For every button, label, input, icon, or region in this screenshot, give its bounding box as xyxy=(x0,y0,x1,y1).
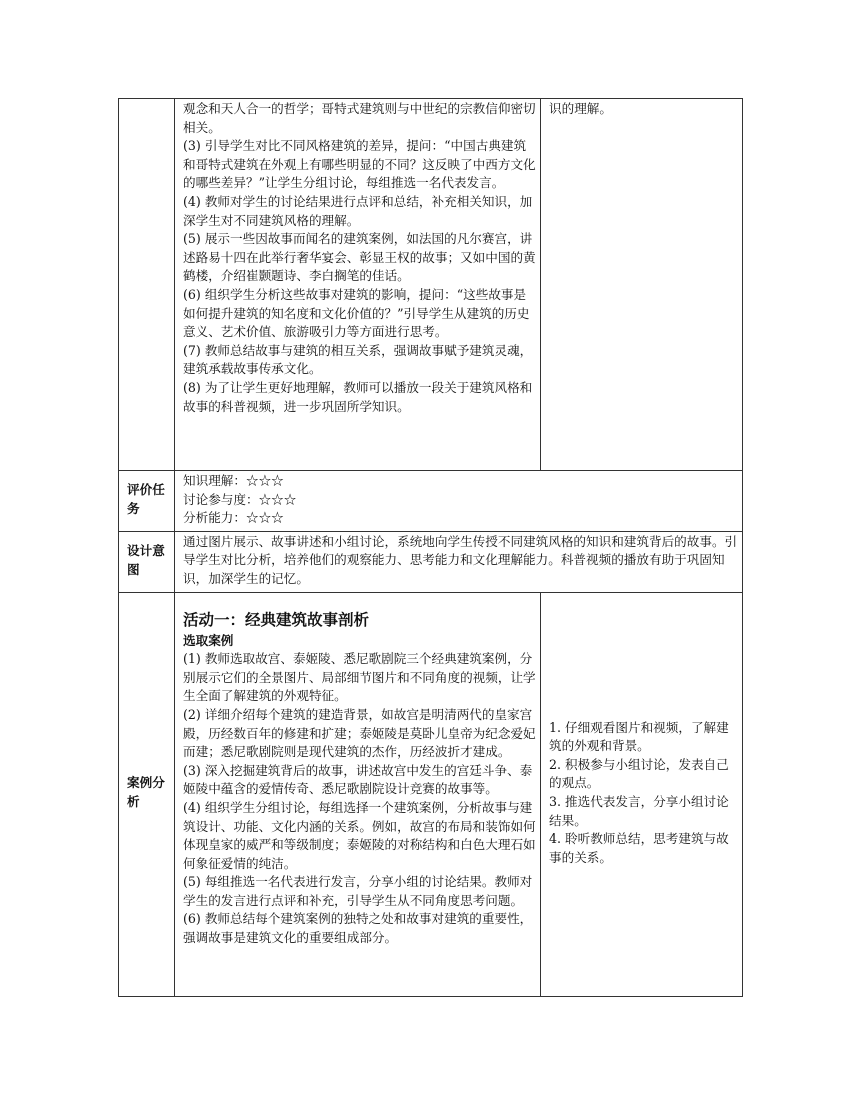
paragraph: 识的理解。 xyxy=(549,101,612,116)
list-item: 4. 聆听教师总结，思考建筑与故事的关系。 xyxy=(549,831,729,865)
student-activity-cell xyxy=(541,99,743,471)
paragraph: 观念和天人合一的哲学；哥特式建筑则与中世纪的宗教信仰密切相关。 xyxy=(183,101,536,135)
list-item: 3. 推选代表发言，分享小组讨论结果。 xyxy=(549,794,729,828)
list-item: 分析能力：☆☆☆ xyxy=(183,510,284,526)
row-label-empty xyxy=(119,99,175,471)
paragraph: 通过图片展示、故事讲述和小组讨论，系统地向学生传授不同建筑风格的知识和建筑背后的故事。引导学生对比分析，培养他们的观察能力、思考能力和文化理解能力。科普视频的播放有助于巩固知识，加深学生的记忆。 xyxy=(183,533,738,586)
paragraph: (5) 每组推选一名代表进行发言，分享小组的讨论结果。教师对学生的发言进行点评和补充，引导学生从不同角度思考问题。 xyxy=(183,874,533,908)
lesson-plan-table xyxy=(118,98,743,997)
list-item: 1. 仔细观看图片和视频，了解建筑的外观和背景。 xyxy=(549,719,729,754)
row-label-evaluation: 评价任务 xyxy=(119,471,175,532)
paragraph: (7) 教师总结故事与建筑的相互关系，强调故事赋予建筑灵魂，建筑承载故事传承文化。 xyxy=(183,342,533,377)
table-row xyxy=(119,471,743,532)
paragraph: (6) 组织学生分析这些故事对建筑的影响，提问：“这些故事是如何提升建筑的知名度和文化价值的？”引导学生从建筑的历史意义、艺术价值、旅游吸引力等方面进行思考。 xyxy=(183,286,530,340)
paragraph: (6) 教师总结每个建筑案例的独特之处和故事对建筑的重要性，强调故事是建筑文化的重要组成部分。 xyxy=(183,911,533,946)
design-cell xyxy=(175,531,743,592)
paragraph: (5) 展示一些因故事而闻名的建筑案例，如法国的凡尔赛宫，讲述路易十四在此举行奢华宴会、彰显王权的故事；又如中国的黄鹤楼，介绍崔颢题诗、李白搁笔的佳话。 xyxy=(183,231,536,284)
evaluation-cell xyxy=(175,471,743,532)
row-label-case: 案例分析 xyxy=(119,592,175,996)
paragraph: (3) 深入挖掘建筑背后的故事，讲述故宫中发生的宫廷斗争、泰姬陵中蕴含的爱情传奇、悉尼歌剧院设计竞赛的故事等。 xyxy=(183,762,533,797)
table-row xyxy=(119,531,743,592)
paragraph: (4) 组织学生分组讨论，每组选择一个建筑案例，分析故事与建筑设计、功能、文化内涵的关系。例如，故宫的布局和装饰如何体现皇家的威严和等级制度；泰姬陵的对称结构和白色大理石如何象征爱情的纯洁。 xyxy=(183,799,536,871)
teacher-activity-cell xyxy=(175,99,541,471)
table-row xyxy=(119,99,743,471)
paragraph: (2) 详细介绍每个建筑的建造背景，如故宫是明清两代的皇家宫殿，历经数百年的修建和扩建；泰姬陵是莫卧儿皇帝为纪念爱妃而建；悉尼歌剧院则是现代建筑的杰作，历经波折才建成。 xyxy=(183,706,536,760)
list-item: 2. 积极参与小组讨论，发表自己的观点。 xyxy=(549,756,729,791)
paragraph: (1) 教师选取故宫、泰姬陵、悉尼歌剧院三个经典建筑案例，分别展示它们的全景图片、局部细节图片和不同角度的视频，让学生全面了解建筑的外观特征。 xyxy=(183,651,536,704)
paragraph: (4) 教师对学生的讨论结果进行点评和总结，补充相关知识，加深学生对不同建筑风格的理解。 xyxy=(183,193,533,228)
table-row xyxy=(119,592,743,996)
case-teacher-cell xyxy=(175,592,541,996)
list-item: 知识理解：☆☆☆ xyxy=(183,473,284,488)
paragraph: (8) 为了让学生更好地理解，教师可以播放一段关于建筑风格和故事的科普视频，进一步巩固所学知识。 xyxy=(183,379,533,414)
list-item: 讨论参与度：☆☆☆ xyxy=(183,491,297,507)
case-student-cell xyxy=(541,592,743,996)
paragraph: (3) 引导学生对比不同风格建筑的差异，提问：“中国古典建筑和哥特式建筑在外观上有哪些明显的不同？这反映了中西方文化的哪些差异？”让学生分组讨论，每组推选一名代表发言。 xyxy=(183,138,536,191)
row-label-design: 设计意图 xyxy=(119,531,175,592)
activity-title: 活动一：经典建筑故事剖析 xyxy=(183,609,370,629)
section-subtitle: 选取案例 xyxy=(183,632,234,648)
